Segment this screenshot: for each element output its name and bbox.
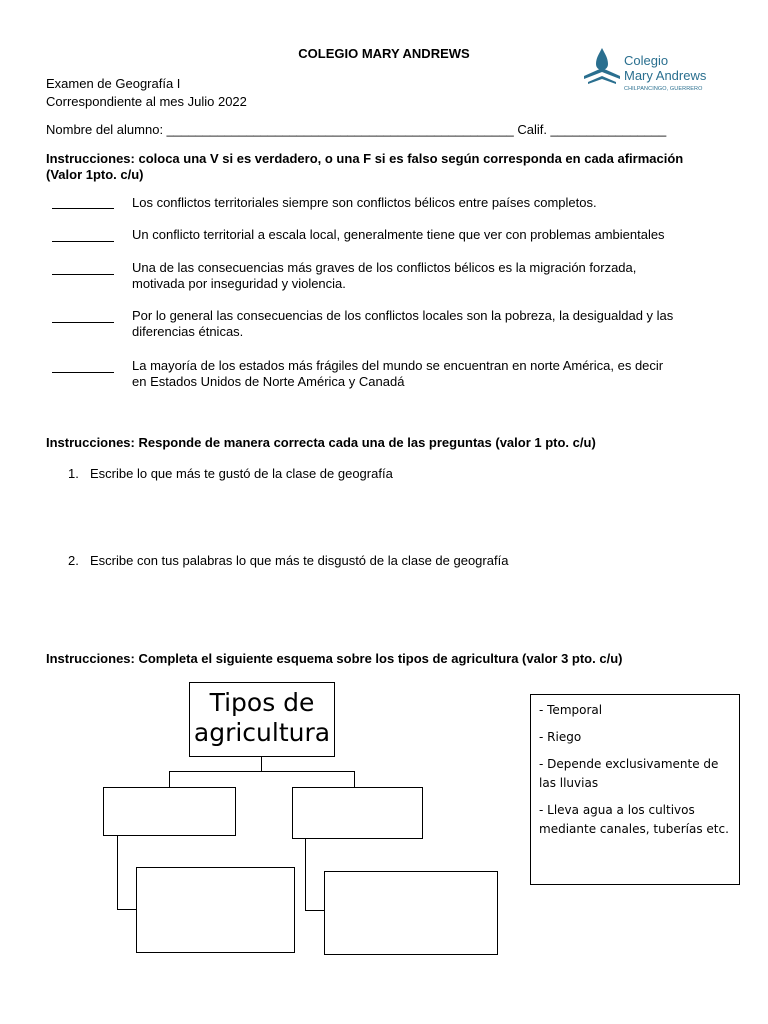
- diagram-type-box-left[interactable]: [103, 787, 236, 836]
- section3-instructions: Instrucciones: Completa el siguiente esquema sobre los tipos de agricultura (valor 3 pto. c/u): [46, 651, 623, 666]
- church-logo-icon: [582, 46, 622, 88]
- answer-blank-1[interactable]: [52, 207, 114, 209]
- logo-line-1: Colegio: [624, 53, 669, 68]
- statement-3-line-2: motivada por inseguridad y violencia.: [132, 276, 346, 291]
- diagram-desc-box-right[interactable]: [324, 871, 498, 955]
- connector-left: [169, 771, 170, 787]
- section2-instructions: Instrucciones: Responde de manera correcta cada una de las preguntas (valor 1 pto. c/u): [46, 435, 596, 450]
- word-bank-item-2: - Riego: [539, 730, 582, 744]
- word-bank-item-1: - Temporal: [539, 703, 603, 717]
- word-bank-item-3: - Depende exclusivamente de las lluvias: [539, 757, 719, 790]
- question-2-text: Escribe con tus palabras lo que más te disgustó de la clase de geografía: [90, 553, 509, 568]
- statement-3-line-1: Una de las consecuencias más graves de los conflictos bélicos es la migración forzada,: [132, 260, 637, 275]
- diagram-root-line-1: Tipos de: [209, 688, 315, 717]
- statement-1-line-1: Los conflictos territoriales siempre son conflictos bélicos entre países completos.: [132, 195, 597, 210]
- answer-blank-4[interactable]: [52, 321, 114, 323]
- statement-2: [132, 227, 722, 243]
- connector-left-down: [117, 835, 118, 910]
- statement-2-line-1: Un conflicto territorial a escala local, generalmente tiene que ver con problemas ambientales: [132, 227, 665, 242]
- question-2-number: 2.: [68, 553, 79, 568]
- answer-blank-5[interactable]: [52, 371, 114, 373]
- section1-instructions-value: (Valor 1pto. c/u): [46, 167, 144, 182]
- statement-4-line-1: Por lo general las consecuencias de los conflictos locales son la pobreza, la desigualdad y las: [132, 308, 674, 323]
- diagram-root-line-2: agricultura: [193, 718, 331, 747]
- exam-month: Correspondiente al mes Julio 2022: [46, 94, 247, 109]
- connector-right-to-desc: [305, 910, 324, 911]
- diagram-desc-box-left[interactable]: [136, 867, 295, 953]
- connector-right-down: [305, 838, 306, 911]
- logo-line-2: Mary Andrews: [624, 68, 707, 83]
- statement-3: [132, 260, 722, 292]
- diagram-type-box-right[interactable]: [292, 787, 423, 839]
- school-logo: [582, 46, 722, 98]
- statement-1: [132, 195, 722, 211]
- connector-left-to-desc: [117, 909, 136, 910]
- statement-4: [132, 308, 722, 340]
- question-1-text: Escribe lo que más te gustó de la clase de geografía: [90, 466, 393, 481]
- word-bank-item-4: - Lleva agua a los cultivos mediante canales, tuberías etc.: [539, 803, 729, 836]
- question-1-number: 1.: [68, 466, 79, 481]
- diagram-root-box: [189, 682, 335, 757]
- student-name-field[interactable]: Nombre del alumno: ________________________________________________ Calif. ________________: [46, 122, 667, 137]
- statement-5: [132, 358, 722, 390]
- connector-horizontal: [169, 771, 355, 772]
- section1-instructions: Instrucciones: coloca una V si es verdadero, o una F si es falso según corresponda en cada afirmación: [46, 151, 684, 166]
- logo-line-3: CHILPANCINGO, GUERRERO: [624, 86, 703, 92]
- word-bank-box: [530, 694, 740, 885]
- school-title: COLEGIO MARY ANDREWS: [298, 46, 470, 61]
- connector-right: [354, 771, 355, 787]
- answer-blank-3[interactable]: [52, 273, 114, 275]
- statement-5-line-2: en Estados Unidos de Norte América y Canadá: [132, 374, 405, 389]
- exam-name: Examen de Geografía I: [46, 76, 181, 91]
- statement-4-line-2: diferencias étnicas.: [132, 324, 244, 339]
- answer-blank-2[interactable]: [52, 240, 114, 242]
- connector-root: [261, 756, 262, 771]
- statement-5-line-1: La mayoría de los estados más frágiles del mundo se encuentran en norte América, es decir: [132, 358, 664, 373]
